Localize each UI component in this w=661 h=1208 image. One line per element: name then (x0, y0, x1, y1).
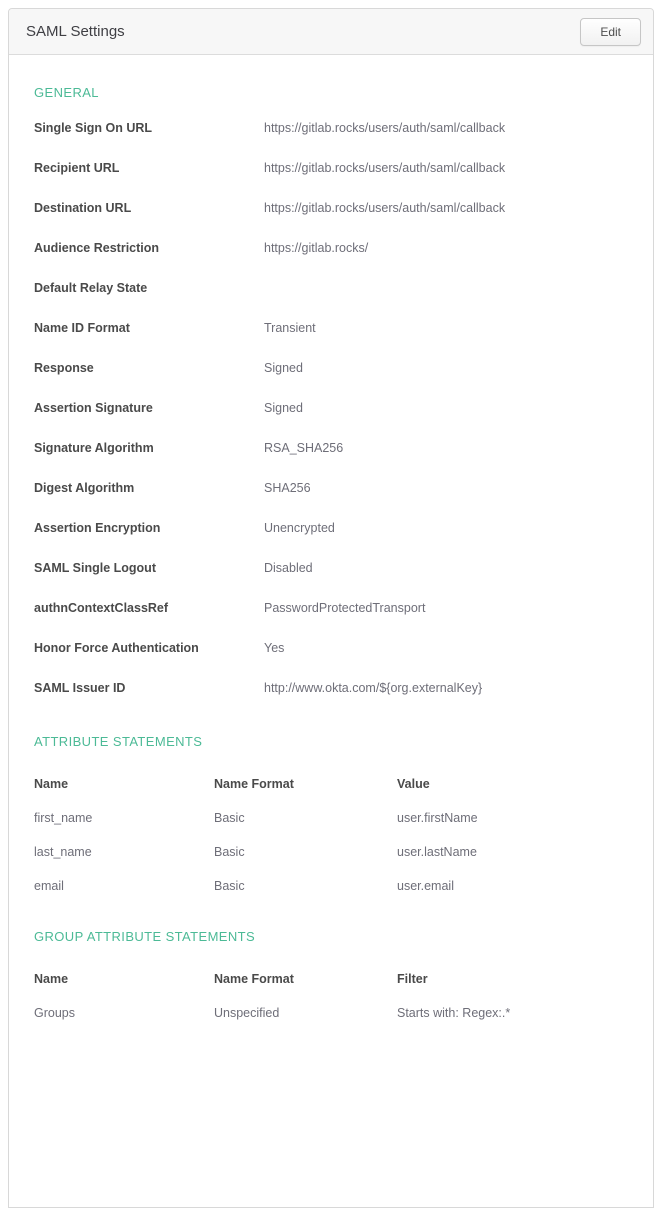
settings-row (34, 108, 628, 148)
settings-row (34, 628, 628, 668)
settings-row (34, 148, 628, 188)
section-title-general: GENERAL (34, 85, 99, 100)
setting-value: https://gitlab.rocks/users/auth/saml/callback (264, 201, 506, 215)
setting-label: Honor Force Authentication (34, 641, 199, 655)
attr-name: first_name (34, 811, 93, 825)
setting-label: Response (34, 361, 94, 375)
settings-row (34, 388, 628, 428)
setting-value: Disabled (264, 561, 313, 575)
settings-row (34, 548, 628, 588)
setting-label: SAML Issuer ID (34, 681, 126, 695)
setting-label: Recipient URL (34, 161, 120, 175)
settings-row (34, 188, 628, 228)
setting-value: PasswordProtectedTransport (264, 601, 426, 615)
setting-value: RSA_SHA256 (264, 441, 344, 455)
table-row (34, 869, 628, 903)
edit-button[interactable]: Edit (580, 18, 641, 46)
setting-label: Destination URL (34, 201, 132, 215)
settings-row (34, 668, 628, 708)
attr-value: user.lastName (397, 845, 477, 859)
setting-label: Audience Restriction (34, 241, 160, 255)
settings-row (34, 308, 628, 348)
attribute-statements-table (34, 767, 628, 903)
setting-label: Single Sign On URL (34, 121, 153, 135)
setting-value: Signed (264, 361, 303, 375)
table-row (34, 835, 628, 869)
setting-value: SHA256 (264, 481, 311, 495)
settings-row (34, 348, 628, 388)
settings-row (34, 468, 628, 508)
table-row (34, 996, 628, 1030)
table-header-row (34, 962, 628, 996)
settings-row (34, 428, 628, 468)
card-body (9, 55, 653, 1070)
column-header-value: Value (397, 777, 430, 791)
setting-label: Assertion Signature (34, 401, 153, 415)
setting-value: Signed (264, 401, 303, 415)
settings-row (34, 268, 628, 308)
column-header-name: Name (34, 972, 69, 986)
page-title: SAML Settings (26, 23, 125, 40)
attr-name-format: Basic (214, 845, 245, 859)
group-attr-name-format: Unspecified (214, 1006, 280, 1020)
setting-label: Digest Algorithm (34, 481, 135, 495)
section-title-group-attribute-statements: GROUP ATTRIBUTE STATEMENTS (34, 929, 256, 944)
setting-value: http://www.okta.com/${org.externalKey} (264, 681, 483, 695)
setting-value: Yes (264, 641, 285, 655)
column-header-name-format: Name Format (214, 777, 294, 791)
card-header (9, 9, 653, 55)
attr-name-format: Basic (214, 811, 245, 825)
setting-label: authnContextClassRef (34, 601, 169, 615)
attr-name: email (34, 879, 64, 893)
setting-label: Signature Algorithm (34, 441, 154, 455)
setting-label: SAML Single Logout (34, 561, 156, 575)
setting-value: https://gitlab.rocks/users/auth/saml/callback (264, 121, 506, 135)
attr-name: last_name (34, 845, 92, 859)
saml-settings-card (8, 8, 654, 1208)
column-header-name-format: Name Format (214, 972, 294, 986)
column-header-filter: Filter (397, 972, 428, 986)
setting-value: https://gitlab.rocks/ (264, 241, 369, 255)
table-row (34, 801, 628, 835)
attr-name-format: Basic (214, 879, 245, 893)
setting-label: Name ID Format (34, 321, 130, 335)
setting-value: Transient (264, 321, 316, 335)
setting-value: https://gitlab.rocks/users/auth/saml/callback (264, 161, 506, 175)
group-attr-name: Groups (34, 1006, 75, 1020)
settings-row (34, 508, 628, 548)
settings-row (34, 228, 628, 268)
setting-label: Default Relay State (34, 281, 148, 295)
settings-row (34, 588, 628, 628)
group-attribute-statements-table (34, 962, 628, 1030)
setting-value: Unencrypted (264, 521, 335, 535)
attr-value: user.email (397, 879, 454, 893)
column-header-name: Name (34, 777, 69, 791)
attr-value: user.firstName (397, 811, 478, 825)
group-attr-filter: Starts with: Regex:.* (397, 1006, 511, 1020)
setting-label: Assertion Encryption (34, 521, 161, 535)
table-header-row (34, 767, 628, 801)
section-title-attribute-statements: ATTRIBUTE STATEMENTS (34, 734, 203, 749)
